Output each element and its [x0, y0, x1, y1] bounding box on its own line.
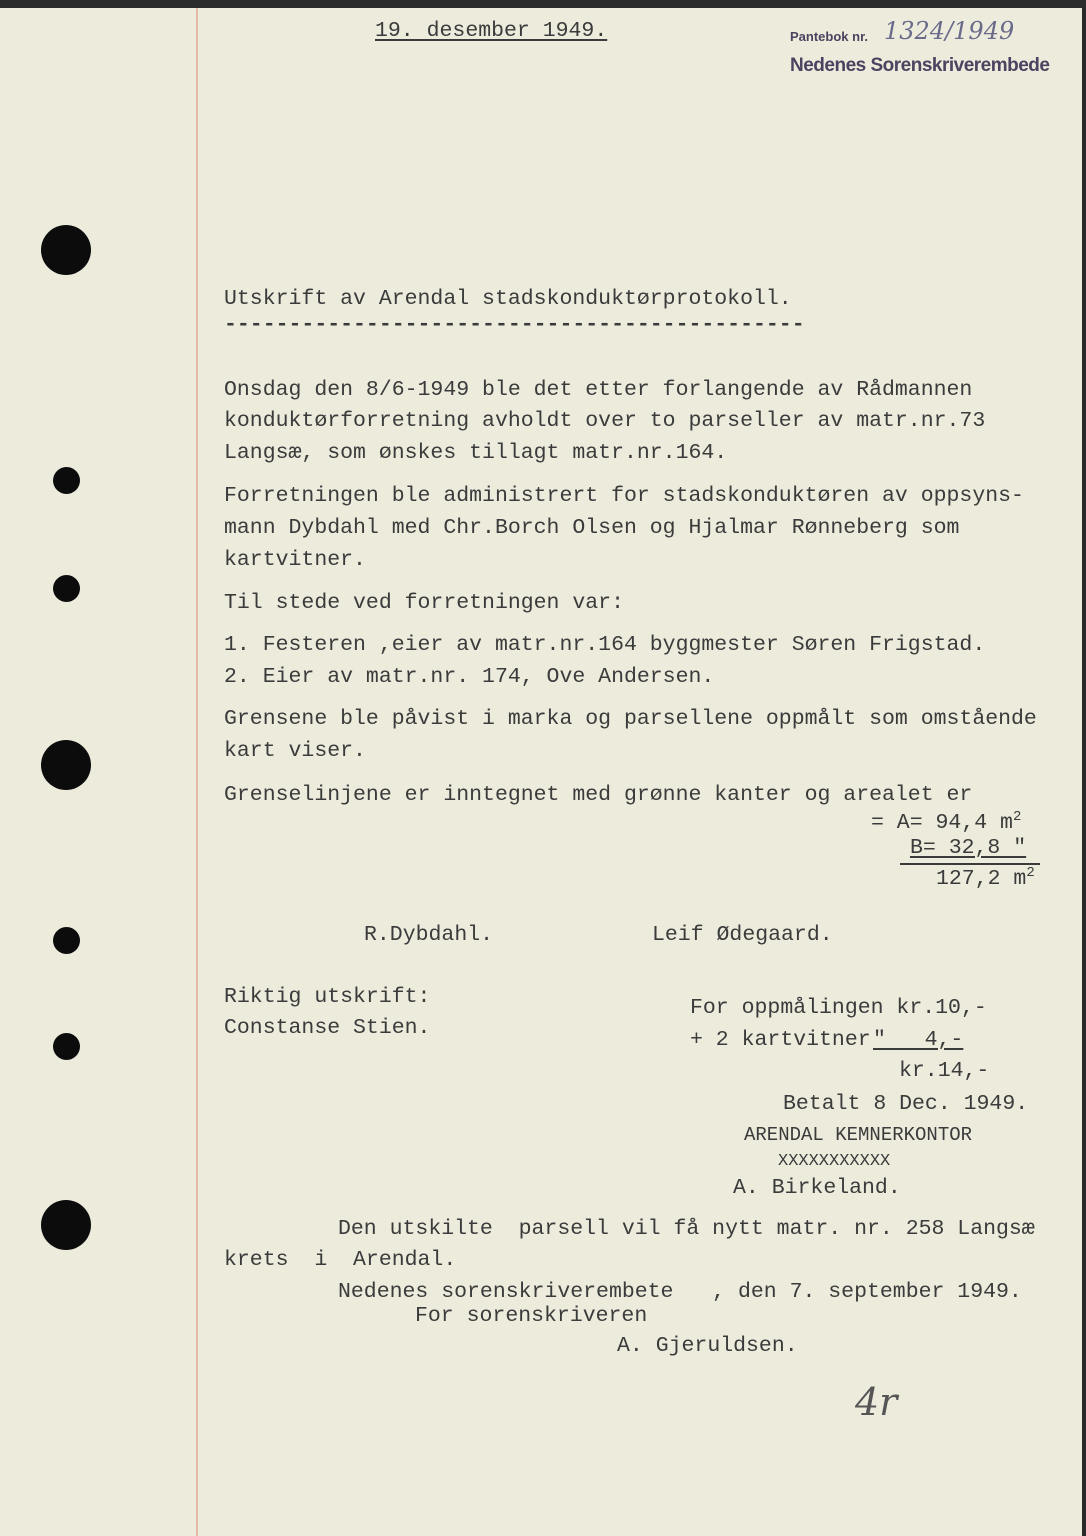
body-line: Grensene ble påvist i marka og parsellene oppmålt som omstående [224, 707, 1037, 731]
body-line: 2. Eier av matr.nr. 174, Ove Andersen. [224, 665, 715, 689]
scan-right-border [1082, 0, 1086, 1536]
area-total-text: 127,2 m [936, 867, 1027, 891]
signature-left: R.Dybdahl. [364, 923, 494, 947]
body-line: mann Dybdahl med Chr.Borch Olsen og Hjalmar Rønneberg som [224, 516, 960, 540]
fee-total: kr.14,- [899, 1059, 990, 1083]
area-a [871, 809, 1022, 835]
fee-line-label: + 2 kartvitner [690, 1028, 871, 1052]
certification-line: Riktig utskrift: [224, 985, 431, 1009]
stamp-office: Nedenes Sorenskriverembede [790, 55, 1050, 76]
body-line: Langsæ, som ønskes tillagt matr.nr.164. [224, 441, 728, 465]
stamp-label: Pantebok nr. [790, 29, 869, 44]
area-total-exponent: 2 [1026, 865, 1035, 881]
footer-line: Nedenes sorenskriverembete , den 7. september 1949. [338, 1280, 1022, 1304]
body-line: Onsdag den 8/6-1949 ble det etter forlangende av Rådmannen [224, 378, 973, 402]
area-sum-rule [900, 863, 1040, 865]
punch-hole [41, 225, 91, 275]
area-b: B= 32,8 " [910, 836, 1027, 860]
punch-hole [53, 1033, 80, 1060]
footer-line: For sorenskriveren [415, 1304, 648, 1328]
punch-hole [53, 575, 80, 602]
title-rule: --------------------------------------------- [224, 313, 805, 337]
body-line: 1. Festeren ,eier av matr.nr.164 byggmester Søren Frigstad. [224, 633, 986, 657]
body-line: kart viser. [224, 739, 366, 763]
footer-line: krets i Arendal. [224, 1248, 457, 1272]
body-line: konduktørforretning avholdt over to parseller av matr.nr.73 [224, 409, 986, 433]
struck-text: XXXXXXXXXXX [778, 1152, 891, 1171]
handwritten-mark: 4r [855, 1380, 898, 1424]
punch-hole [41, 740, 91, 790]
area-a-text: = A= 94,4 m [871, 811, 1013, 835]
paid-date: Betalt 8 Dec. 1949. [783, 1092, 1029, 1116]
body-line: Grenselinjene er inntegnet med grønne kanter og arealet er [224, 783, 973, 807]
document-title: Utskrift av Arendal stadskonduktørprotokoll. [224, 287, 792, 311]
area-total [936, 865, 1035, 891]
punch-hole [53, 927, 80, 954]
punch-hole [41, 1200, 91, 1250]
fee-line: For oppmålingen kr.10,- [690, 996, 987, 1020]
office-name: ARENDAL KEMNERKONTOR [744, 1124, 973, 1146]
fee-signer: A. Birkeland. [733, 1176, 901, 1200]
area-a-exponent: 2 [1012, 809, 1022, 825]
body-line: kartvitner. [224, 548, 366, 572]
footer-line: Den utskilte parsell vil få nytt matr. nr. 258 Langsæ [338, 1217, 1035, 1241]
signature-right: Leif Ødegaard. [652, 923, 833, 947]
body-line: Til stede ved forretningen var: [224, 591, 624, 615]
scan-top-border [0, 0, 1086, 8]
stamp-number: 1324/1949 [884, 17, 1015, 45]
certification-name: Constanse Stien. [224, 1016, 431, 1040]
footer-signer: A. Gjeruldsen. [617, 1334, 798, 1358]
body-line: Forretningen ble administrert for stadskonduktøren av oppsyns- [224, 484, 1024, 508]
fee-line-value: " 4,- [873, 1028, 964, 1052]
document-date: 19. desember 1949. [375, 19, 608, 43]
margin-line [196, 8, 198, 1536]
punch-hole [53, 467, 80, 494]
